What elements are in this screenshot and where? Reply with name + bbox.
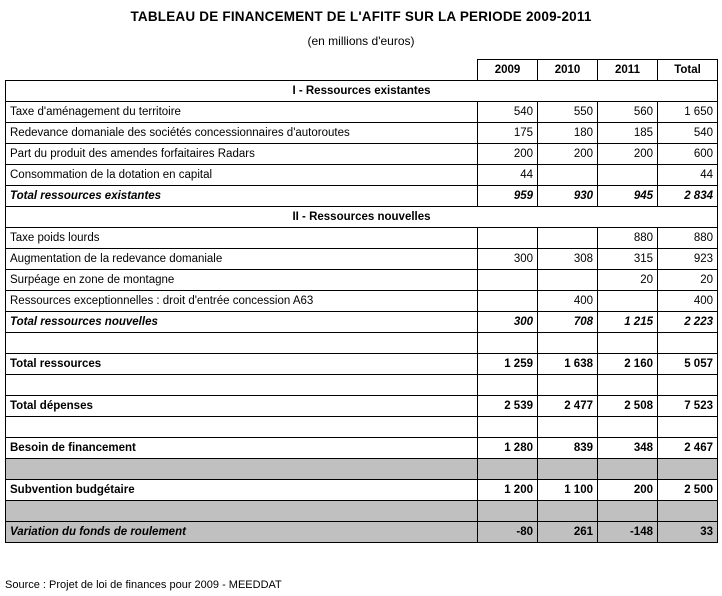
cell-2011: 2 160 xyxy=(598,354,658,375)
row-label: Total ressources xyxy=(6,354,478,375)
spacer-cell xyxy=(598,459,658,480)
cell-2011 xyxy=(598,291,658,312)
table-row-total-expenses xyxy=(6,396,718,417)
table-row-total-resources xyxy=(6,354,718,375)
cell-total: 923 xyxy=(658,249,718,270)
table-row xyxy=(6,291,718,312)
cell-2010: 550 xyxy=(538,102,598,123)
table-row-total-existing xyxy=(6,186,718,207)
cell-2010: 180 xyxy=(538,123,598,144)
spacer-cell xyxy=(538,501,598,522)
row-label: Redevance domaniale des sociétés concessionnaires d'autoroutes xyxy=(6,123,478,144)
cell-2010 xyxy=(538,165,598,186)
cell-2010 xyxy=(538,228,598,249)
cell-total: 7 523 xyxy=(658,396,718,417)
row-label: Besoin de financement xyxy=(6,438,478,459)
cell-2009: 44 xyxy=(478,165,538,186)
cell-2011: 945 xyxy=(598,186,658,207)
cell-2011 xyxy=(598,165,658,186)
cell-2011: -148 xyxy=(598,522,658,543)
cell-2009: 200 xyxy=(478,144,538,165)
page-subtitle: (en millions d'euros) xyxy=(307,34,415,48)
cell-2009: 300 xyxy=(478,312,538,333)
cell-2009 xyxy=(478,228,538,249)
section-row-new-resources xyxy=(6,207,718,228)
row-label: Total dépenses xyxy=(6,396,478,417)
header-cell-2009: 2009 xyxy=(478,60,538,81)
spacer-cell xyxy=(538,333,598,354)
spacer-cell xyxy=(658,459,718,480)
table-row xyxy=(6,270,718,291)
row-label: Augmentation de la redevance domaniale xyxy=(6,249,478,270)
cell-2010: 1 638 xyxy=(538,354,598,375)
page-title: TABLEAU DE FINANCEMENT DE L'AFITF SUR LA PERIODE 2009-2011 xyxy=(130,9,592,24)
cell-total: 400 xyxy=(658,291,718,312)
spacer-cell xyxy=(658,417,718,438)
table-row-budget-subsidy xyxy=(6,480,718,501)
cell-2009: 1 259 xyxy=(478,354,538,375)
spacer-cell xyxy=(598,501,658,522)
cell-2010: 400 xyxy=(538,291,598,312)
cell-2011: 200 xyxy=(598,144,658,165)
spacer-cell xyxy=(478,501,538,522)
row-label: Taxe poids lourds xyxy=(6,228,478,249)
spacer-cell xyxy=(658,333,718,354)
cell-2011: 200 xyxy=(598,480,658,501)
cell-2009: -80 xyxy=(478,522,538,543)
row-label: Variation du fonds de roulement xyxy=(6,522,478,543)
cell-total: 44 xyxy=(658,165,718,186)
cell-2010: 200 xyxy=(538,144,598,165)
spacer-cell xyxy=(538,459,598,480)
header-cell-2010: 2010 xyxy=(538,60,598,81)
cell-2011: 348 xyxy=(598,438,658,459)
cell-2009: 2 539 xyxy=(478,396,538,417)
header-cell-total: Total xyxy=(658,60,718,81)
spacer-cell xyxy=(598,333,658,354)
cell-2011: 185 xyxy=(598,123,658,144)
cell-total: 2 223 xyxy=(658,312,718,333)
table-row xyxy=(6,165,718,186)
row-label: Total ressources existantes xyxy=(6,186,478,207)
spacer-cell xyxy=(658,501,718,522)
cell-2009: 959 xyxy=(478,186,538,207)
cell-total: 600 xyxy=(658,144,718,165)
header-cell-blank xyxy=(6,60,478,81)
cell-2009 xyxy=(478,291,538,312)
spacer-cell xyxy=(538,375,598,396)
cell-2010: 930 xyxy=(538,186,598,207)
row-label: Consommation de la dotation en capital xyxy=(6,165,478,186)
row-label: Subvention budgétaire xyxy=(6,480,478,501)
spacer-cell xyxy=(478,417,538,438)
spacer-cell xyxy=(6,417,478,438)
spacer-cell xyxy=(6,459,478,480)
cell-2010: 708 xyxy=(538,312,598,333)
spacer-cell xyxy=(658,375,718,396)
header-cell-2011: 2011 xyxy=(598,60,658,81)
cell-2009: 175 xyxy=(478,123,538,144)
row-label: Taxe d'aménagement du territoire xyxy=(6,102,478,123)
table-row xyxy=(6,144,718,165)
table-row-total-new xyxy=(6,312,718,333)
section-row-existing-resources xyxy=(6,81,718,102)
spacer-row xyxy=(6,375,718,396)
table-row xyxy=(6,123,718,144)
table-row-financing-need xyxy=(6,438,718,459)
cell-2011: 2 508 xyxy=(598,396,658,417)
cell-2011: 20 xyxy=(598,270,658,291)
spacer-cell xyxy=(598,417,658,438)
cell-total: 540 xyxy=(658,123,718,144)
cell-2010: 261 xyxy=(538,522,598,543)
financing-table xyxy=(5,59,718,543)
row-label: Surpéage en zone de montagne xyxy=(6,270,478,291)
cell-2011: 560 xyxy=(598,102,658,123)
shaded-spacer-row xyxy=(6,459,718,480)
cell-total: 20 xyxy=(658,270,718,291)
source-note: Source : Projet de loi de finances pour 2009 - MEEDDAT xyxy=(5,579,282,591)
cell-total: 2 467 xyxy=(658,438,718,459)
cell-2009 xyxy=(478,270,538,291)
cell-total: 33 xyxy=(658,522,718,543)
spacer-cell xyxy=(478,333,538,354)
table-header-row xyxy=(6,60,718,81)
cell-2010: 2 477 xyxy=(538,396,598,417)
cell-2010: 839 xyxy=(538,438,598,459)
spacer-cell xyxy=(6,501,478,522)
cell-2009: 540 xyxy=(478,102,538,123)
cell-2009: 1 200 xyxy=(478,480,538,501)
cell-total: 880 xyxy=(658,228,718,249)
cell-total: 5 057 xyxy=(658,354,718,375)
cell-2010 xyxy=(538,270,598,291)
cell-2011: 315 xyxy=(598,249,658,270)
cell-2010: 1 100 xyxy=(538,480,598,501)
spacer-cell xyxy=(598,375,658,396)
shaded-spacer-row xyxy=(6,501,718,522)
spacer-cell xyxy=(538,417,598,438)
spacer-row xyxy=(6,333,718,354)
table-row xyxy=(6,228,718,249)
table-row xyxy=(6,249,718,270)
table-row xyxy=(6,102,718,123)
spacer-cell xyxy=(478,459,538,480)
spacer-row xyxy=(6,417,718,438)
cell-2009: 300 xyxy=(478,249,538,270)
spacer-cell xyxy=(478,375,538,396)
spacer-cell xyxy=(6,333,478,354)
cell-2009: 1 280 xyxy=(478,438,538,459)
spacer-cell xyxy=(6,375,478,396)
row-label: Total ressources nouvelles xyxy=(6,312,478,333)
cell-2011: 1 215 xyxy=(598,312,658,333)
cell-total: 1 650 xyxy=(658,102,718,123)
row-label: Ressources exceptionnelles : droit d'entrée concession A63 xyxy=(6,291,478,312)
cell-total: 2 500 xyxy=(658,480,718,501)
table-row-working-capital-variation xyxy=(6,522,718,543)
cell-total: 2 834 xyxy=(658,186,718,207)
cell-2011: 880 xyxy=(598,228,658,249)
section-title: II - Ressources nouvelles xyxy=(6,207,718,228)
section-title: I - Ressources existantes xyxy=(6,81,718,102)
cell-2010: 308 xyxy=(538,249,598,270)
row-label: Part du produit des amendes forfaitaires Radars xyxy=(6,144,478,165)
document-page xyxy=(0,9,722,596)
